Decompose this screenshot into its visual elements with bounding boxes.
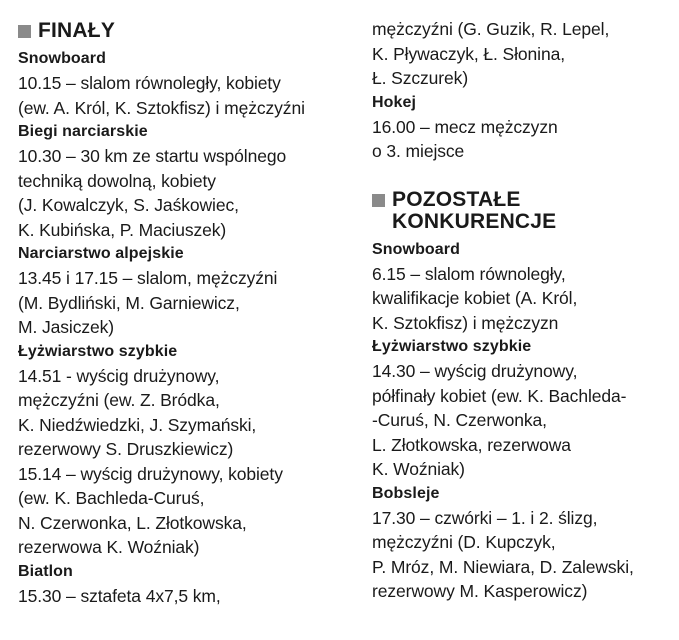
event-line: rezerwowy S. Druszkiewicz) [18, 439, 234, 459]
event-line: 15.30 – sztafeta 4x7,5 km, [18, 585, 221, 606]
event-line: techniką dowolną, kobiety [18, 170, 216, 191]
event-line: N. Czerwonka, L. Złotkowska, [18, 512, 247, 533]
event-line: (J. Kowalczyk, S. Jaśkowiec, [18, 195, 239, 215]
finals-heading [18, 20, 358, 42]
event-line: mężczyźni (G. Guzik, R. Lepel, [372, 19, 610, 39]
event-line: K. Woźniak) [372, 459, 465, 479]
event-line: 10.15 – slalom równoległy, kobiety [18, 73, 281, 93]
other-events-title-line: POZOSTAŁE [392, 187, 521, 211]
category-cross-country: Biegi narciarskie [18, 123, 148, 140]
category-snowboard: Snowboard [18, 50, 107, 67]
event-line: 14.30 – wyścig drużynowy, [372, 361, 578, 381]
event-line: (ew. K. Bachleda-Curuś, [18, 488, 205, 508]
heading-square-icon [372, 194, 385, 207]
event-line: 15.14 – wyścig drużynowy, kobiety [18, 463, 283, 484]
event-line: (ew. A. Król, K. Sztokfisz) i mężczyźni [18, 97, 305, 118]
category-hockey: Hokej [372, 93, 417, 111]
category-speed-skating: Łyżwiarstwo szybkie [18, 342, 178, 360]
category-snowboard: Snowboard [372, 240, 461, 258]
category-alpine: Narciarstwo alpejskie [18, 245, 184, 262]
other-events-column [372, 17, 677, 604]
event-line: K. Niedźwiedzki, J. Szymański, [18, 414, 257, 435]
event-line: P. Mróz, M. Niewiara, D. Zalewski, [372, 556, 634, 577]
event-line: 16.00 – mecz mężczyzn [372, 116, 558, 137]
event-line: o 3. miejsce [372, 141, 465, 161]
category-biathlon: Biatlon [18, 562, 73, 580]
event-line: (M. Bydliński, M. Garniewicz, [18, 292, 240, 313]
event-line: K. Sztokfisz) i mężczyzn [372, 312, 559, 333]
other-events-title-line: KONKURENCJE [392, 209, 557, 233]
event-line: półfinały kobiet (ew. K. Bachleda- [372, 385, 627, 406]
event-line: rezerwowy M. Kasperowicz) [372, 581, 588, 601]
event-line: 10.30 – 30 km ze startu wspólnego [18, 146, 287, 166]
event-line: L. Złotkowska, rezerwowa [372, 434, 571, 455]
event-line: 6.15 – slalom równoległy, [372, 263, 566, 284]
event-line: mężczyźni (ew. Z. Bródka, [18, 390, 220, 410]
event-line: M. Jasiczek) [18, 317, 115, 337]
category-bobsleigh: Bobsleje [372, 484, 440, 502]
event-line: 13.45 i 17.15 – slalom, mężczyźni [18, 268, 278, 288]
finals-title: FINAŁY [38, 19, 116, 42]
event-line: Ł. Szczurek) [372, 68, 469, 88]
event-line: K. Kubińska, P. Maciuszek) [18, 219, 227, 240]
event-line: rezerwowa K. Woźniak) [18, 537, 200, 557]
event-line: 14.51 - wyścig drużynowy, [18, 365, 220, 386]
event-line: mężczyźni (D. Kupczyk, [372, 532, 556, 552]
event-line: -Curuś, N. Czerwonka, [372, 410, 547, 430]
heading-square-icon [18, 25, 31, 38]
other-events-heading [372, 189, 677, 233]
category-speed-skating: Łyżwiarstwo szybkie [372, 338, 532, 355]
event-line: 17.30 – czwórki – 1. i 2. ślizg, [372, 507, 598, 528]
event-line: K. Pływaczyk, Ł. Słonina, [372, 43, 565, 64]
event-line: kwalifikacje kobiet (A. Król, [372, 288, 578, 308]
finals-column [18, 20, 358, 608]
